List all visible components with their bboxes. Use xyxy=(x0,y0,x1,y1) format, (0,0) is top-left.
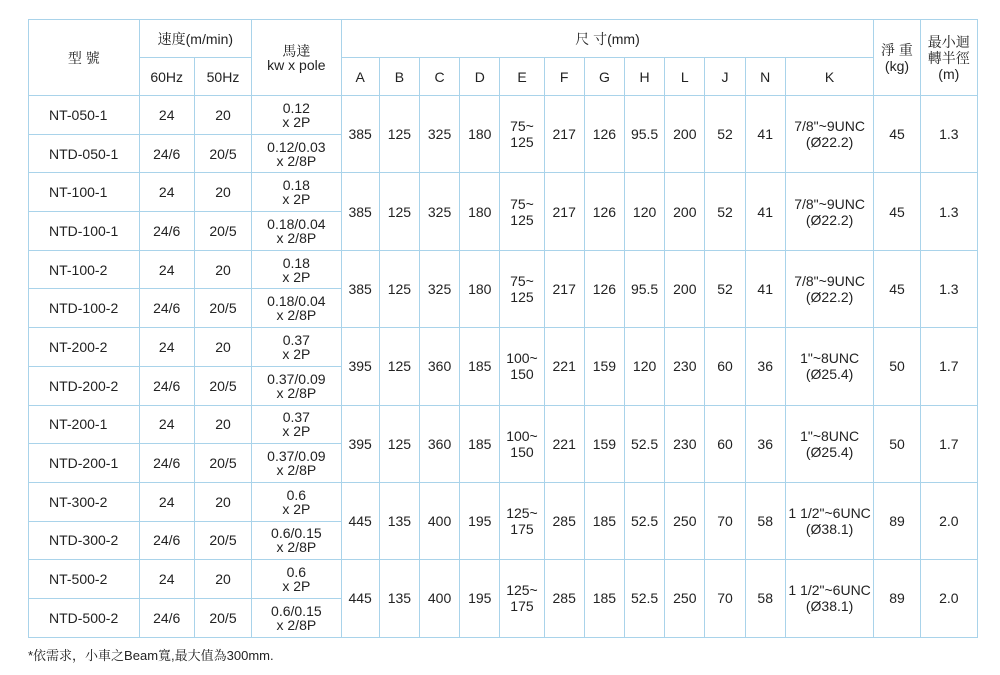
speed-60hz-cell: 24/6 xyxy=(139,521,194,560)
dim-f-cell: 221 xyxy=(544,405,584,482)
dim-k-thread: 7/8"~9UNC xyxy=(794,272,865,289)
table-row xyxy=(29,96,978,135)
dim-d-cell: 180 xyxy=(460,250,500,327)
header-dim-n: N xyxy=(745,58,785,96)
header-motor xyxy=(252,20,341,96)
header-model: 型 號 xyxy=(29,20,140,96)
speed-60hz-cell: 24 xyxy=(139,173,194,212)
dim-e-line2: 150 xyxy=(510,366,534,383)
speed-50hz-cell: 20 xyxy=(194,405,251,444)
header-weight xyxy=(874,20,920,96)
dim-k-diameter: (Ø25.4) xyxy=(805,443,854,460)
dim-e-cell xyxy=(500,482,544,559)
dim-e-line1: 100~ xyxy=(506,350,538,367)
motor-pole: x 2P xyxy=(282,191,311,208)
dim-b-cell: 125 xyxy=(379,250,419,327)
speed-60hz-cell: 24/6 xyxy=(139,134,194,173)
model-cell: NTD-100-2 xyxy=(29,289,140,328)
dim-k-cell xyxy=(785,405,874,482)
motor-pole: x 2P xyxy=(282,500,311,517)
dim-e-line1: 75~ xyxy=(510,118,534,135)
header-radius xyxy=(920,20,977,96)
motor-cell xyxy=(252,250,341,289)
dim-h-cell: 95.5 xyxy=(625,250,665,327)
motor-cell xyxy=(252,96,341,135)
motor-power: 0.6/0.15 xyxy=(271,602,322,619)
dim-b-cell: 135 xyxy=(379,482,419,559)
model-cell: NT-050-1 xyxy=(29,96,140,135)
dim-g-cell: 126 xyxy=(584,173,624,250)
weight-cell: 45 xyxy=(874,96,920,173)
model-cell: NTD-200-1 xyxy=(29,444,140,483)
motor-power: 0.18 xyxy=(282,177,310,194)
dim-e-line1: 125~ xyxy=(506,582,538,599)
dim-c-cell: 325 xyxy=(419,173,459,250)
radius-cell: 2.0 xyxy=(920,560,977,637)
dim-f-cell: 221 xyxy=(544,328,584,405)
dim-n-cell: 41 xyxy=(745,96,785,173)
dim-k-thread: 7/8"~9UNC xyxy=(794,118,865,135)
weight-cell: 45 xyxy=(874,250,920,327)
dim-j-cell: 52 xyxy=(705,96,745,173)
table-row xyxy=(29,482,978,521)
table-row xyxy=(29,405,978,444)
dim-d-cell: 180 xyxy=(460,173,500,250)
dim-f-cell: 285 xyxy=(544,560,584,637)
dim-e-line2: 150 xyxy=(510,443,534,460)
header-dim-k: K xyxy=(785,58,874,96)
dim-a-cell: 385 xyxy=(341,173,379,250)
radius-cell: 1.3 xyxy=(920,173,977,250)
dim-c-cell: 360 xyxy=(419,328,459,405)
speed-50hz-cell: 20 xyxy=(194,482,251,521)
motor-power: 0.6 xyxy=(286,564,307,581)
speed-50hz-cell: 20/5 xyxy=(194,134,251,173)
speed-60hz-cell: 24/6 xyxy=(139,289,194,328)
model-cell: NT-100-2 xyxy=(29,250,140,289)
dim-d-cell: 185 xyxy=(460,405,500,482)
dim-h-cell: 120 xyxy=(625,328,665,405)
dim-j-cell: 52 xyxy=(705,250,745,327)
dim-c-cell: 360 xyxy=(419,405,459,482)
dim-k-thread: 1"~8UNC xyxy=(800,350,860,367)
dim-b-cell: 125 xyxy=(379,173,419,250)
dim-l-cell: 200 xyxy=(665,250,705,327)
dim-n-cell: 58 xyxy=(745,482,785,559)
speed-60hz-cell: 24 xyxy=(139,405,194,444)
speed-60hz-cell: 24/6 xyxy=(139,212,194,251)
motor-power: 0.37/0.09 xyxy=(267,448,326,465)
dim-k-thread: 1 1/2"~6UNC xyxy=(788,582,871,599)
motor-pole: x 2P xyxy=(282,578,311,595)
dim-a-cell: 395 xyxy=(341,328,379,405)
dim-n-cell: 41 xyxy=(745,250,785,327)
motor-power: 0.6 xyxy=(286,486,307,503)
header-dim-d: D xyxy=(460,58,500,96)
dim-k-cell xyxy=(785,250,874,327)
dim-k-diameter: (Ø38.1) xyxy=(805,521,854,538)
motor-cell xyxy=(252,173,341,212)
dim-j-cell: 60 xyxy=(705,328,745,405)
motor-power: 0.18/0.04 xyxy=(267,215,326,232)
dim-n-cell: 36 xyxy=(745,405,785,482)
dim-a-cell: 385 xyxy=(341,250,379,327)
header-weight-line2: (kg) xyxy=(884,57,910,74)
motor-cell xyxy=(252,289,341,328)
header-dim-f: F xyxy=(544,58,584,96)
motor-cell xyxy=(252,560,341,599)
dim-h-cell: 52.5 xyxy=(625,560,665,637)
dim-h-cell: 95.5 xyxy=(625,96,665,173)
spec-table xyxy=(28,19,978,638)
radius-cell: 1.3 xyxy=(920,250,977,327)
motor-cell xyxy=(252,134,341,173)
speed-50hz-cell: 20/5 xyxy=(194,289,251,328)
dim-l-cell: 230 xyxy=(665,328,705,405)
speed-60hz-cell: 24/6 xyxy=(139,598,194,637)
dim-e-cell xyxy=(500,328,544,405)
motor-power: 0.12 xyxy=(282,99,310,116)
dim-b-cell: 125 xyxy=(379,96,419,173)
motor-pole: x 2P xyxy=(282,345,311,362)
header-weight-line1: 淨 重 xyxy=(881,41,913,58)
motor-cell xyxy=(252,521,341,560)
dim-g-cell: 126 xyxy=(584,96,624,173)
dim-h-cell: 52.5 xyxy=(625,405,665,482)
model-cell: NTD-300-2 xyxy=(29,521,140,560)
dim-g-cell: 185 xyxy=(584,482,624,559)
speed-60hz-cell: 24 xyxy=(139,328,194,367)
dim-g-cell: 159 xyxy=(584,405,624,482)
weight-cell: 89 xyxy=(874,482,920,559)
dim-k-diameter: (Ø22.2) xyxy=(805,288,854,305)
dim-h-cell: 120 xyxy=(625,173,665,250)
motor-pole: x 2/8P xyxy=(276,229,317,246)
header-radius-line2: 轉半徑 xyxy=(927,49,970,66)
speed-60hz-cell: 24/6 xyxy=(139,366,194,405)
dim-c-cell: 400 xyxy=(419,560,459,637)
speed-60hz-cell: 24/6 xyxy=(139,444,194,483)
dim-c-cell: 325 xyxy=(419,250,459,327)
dim-f-cell: 217 xyxy=(544,173,584,250)
dim-f-cell: 285 xyxy=(544,482,584,559)
header-motor-line1: 馬達 xyxy=(282,42,311,59)
dim-e-line2: 175 xyxy=(510,598,534,615)
dim-j-cell: 60 xyxy=(705,405,745,482)
dim-k-cell xyxy=(785,482,874,559)
header-dimensions: 尺 寸(mm) xyxy=(341,20,874,58)
dim-k-cell xyxy=(785,328,874,405)
dim-g-cell: 185 xyxy=(584,560,624,637)
speed-50hz-cell: 20 xyxy=(194,560,251,599)
dim-e-line1: 75~ xyxy=(510,272,534,289)
motor-pole: x 2/8P xyxy=(276,539,317,556)
dim-a-cell: 395 xyxy=(341,405,379,482)
dim-k-cell xyxy=(785,96,874,173)
dim-e-line2: 125 xyxy=(510,288,534,305)
dim-k-diameter: (Ø25.4) xyxy=(805,366,854,383)
radius-cell: 1.7 xyxy=(920,405,977,482)
table-row xyxy=(29,328,978,367)
speed-50hz-cell: 20/5 xyxy=(194,521,251,560)
dim-c-cell: 400 xyxy=(419,482,459,559)
dim-d-cell: 195 xyxy=(460,482,500,559)
speed-50hz-cell: 20 xyxy=(194,96,251,135)
header-dim-h: H xyxy=(625,58,665,96)
motor-power: 0.37/0.09 xyxy=(267,370,326,387)
motor-cell xyxy=(252,328,341,367)
footnote: *依需求，小車之Beam寬,最大值為300mm. xyxy=(28,648,274,663)
dim-e-cell xyxy=(500,250,544,327)
dim-k-thread: 7/8"~9UNC xyxy=(794,195,865,212)
dim-l-cell: 200 xyxy=(665,96,705,173)
speed-50hz-cell: 20 xyxy=(194,328,251,367)
dim-l-cell: 250 xyxy=(665,560,705,637)
dim-k-cell xyxy=(785,173,874,250)
motor-cell xyxy=(252,598,341,637)
model-cell: NTD-100-1 xyxy=(29,212,140,251)
speed-50hz-cell: 20/5 xyxy=(194,366,251,405)
table-body xyxy=(29,96,978,638)
motor-power: 0.12/0.03 xyxy=(267,138,326,155)
dim-j-cell: 52 xyxy=(705,173,745,250)
motor-cell xyxy=(252,444,341,483)
header-radius-line3: (m) xyxy=(938,65,960,82)
model-cell: NT-200-1 xyxy=(29,405,140,444)
speed-50hz-cell: 20 xyxy=(194,250,251,289)
motor-cell xyxy=(252,482,341,521)
dim-k-diameter: (Ø38.1) xyxy=(805,598,854,615)
dim-k-cell xyxy=(785,560,874,637)
dim-f-cell: 217 xyxy=(544,96,584,173)
model-cell: NT-100-1 xyxy=(29,173,140,212)
motor-pole: x 2P xyxy=(282,423,311,440)
radius-cell: 1.7 xyxy=(920,328,977,405)
header-dim-b: B xyxy=(379,58,419,96)
model-cell: NTD-050-1 xyxy=(29,134,140,173)
speed-60hz-cell: 24 xyxy=(139,96,194,135)
header-speed: 速度(m/min) xyxy=(139,20,252,58)
header-dim-l: L xyxy=(665,58,705,96)
weight-cell: 50 xyxy=(874,405,920,482)
dim-a-cell: 385 xyxy=(341,96,379,173)
header-dim-j: J xyxy=(705,58,745,96)
table-row xyxy=(29,173,978,212)
dim-g-cell: 159 xyxy=(584,328,624,405)
model-cell: NTD-200-2 xyxy=(29,366,140,405)
weight-cell: 89 xyxy=(874,560,920,637)
speed-60hz-cell: 24 xyxy=(139,560,194,599)
dim-e-cell xyxy=(500,560,544,637)
speed-60hz-cell: 24 xyxy=(139,250,194,289)
dim-e-line2: 175 xyxy=(510,521,534,538)
header-dim-c: C xyxy=(419,58,459,96)
motor-power: 0.6/0.15 xyxy=(271,525,322,542)
motor-cell xyxy=(252,366,341,405)
motor-pole: x 2P xyxy=(282,113,311,130)
dim-c-cell: 325 xyxy=(419,96,459,173)
table-row xyxy=(29,250,978,289)
model-cell: NT-300-2 xyxy=(29,482,140,521)
motor-pole: x 2P xyxy=(282,268,311,285)
model-cell: NT-500-2 xyxy=(29,560,140,599)
dim-e-line1: 75~ xyxy=(510,195,534,212)
dim-n-cell: 41 xyxy=(745,173,785,250)
motor-power: 0.18/0.04 xyxy=(267,293,326,310)
motor-pole: x 2/8P xyxy=(276,462,317,479)
dim-a-cell: 445 xyxy=(341,560,379,637)
dim-j-cell: 70 xyxy=(705,482,745,559)
weight-cell: 45 xyxy=(874,173,920,250)
dim-b-cell: 125 xyxy=(379,405,419,482)
model-cell: NT-200-2 xyxy=(29,328,140,367)
dim-l-cell: 200 xyxy=(665,173,705,250)
dim-h-cell: 52.5 xyxy=(625,482,665,559)
motor-pole: x 2/8P xyxy=(276,384,317,401)
header-dim-g: G xyxy=(584,58,624,96)
dim-k-diameter: (Ø22.2) xyxy=(805,134,854,151)
header-speed-60hz: 60Hz xyxy=(139,58,194,96)
motor-pole: x 2/8P xyxy=(276,307,317,324)
dim-n-cell: 36 xyxy=(745,328,785,405)
header-motor-line2: kw x pole xyxy=(267,56,326,73)
dim-e-line2: 125 xyxy=(510,134,534,151)
dim-k-thread: 1 1/2"~6UNC xyxy=(788,505,871,522)
motor-pole: x 2/8P xyxy=(276,616,317,633)
header-dim-e: E xyxy=(500,58,544,96)
dim-e-cell xyxy=(500,96,544,173)
speed-50hz-cell: 20 xyxy=(194,173,251,212)
dim-b-cell: 125 xyxy=(379,328,419,405)
header-radius-line1: 最小迴 xyxy=(927,33,970,50)
dim-b-cell: 135 xyxy=(379,560,419,637)
dim-e-line1: 100~ xyxy=(506,427,538,444)
radius-cell: 2.0 xyxy=(920,482,977,559)
weight-cell: 50 xyxy=(874,328,920,405)
dim-n-cell: 58 xyxy=(745,560,785,637)
table-row xyxy=(29,560,978,599)
model-cell: NTD-500-2 xyxy=(29,598,140,637)
dim-k-diameter: (Ø22.2) xyxy=(805,211,854,228)
dim-f-cell: 217 xyxy=(544,250,584,327)
motor-cell xyxy=(252,212,341,251)
dim-e-cell xyxy=(500,173,544,250)
speed-50hz-cell: 20/5 xyxy=(194,212,251,251)
dim-l-cell: 230 xyxy=(665,405,705,482)
header-speed-50hz: 50Hz xyxy=(194,58,251,96)
speed-50hz-cell: 20/5 xyxy=(194,598,251,637)
motor-power: 0.18 xyxy=(282,254,310,271)
speed-50hz-cell: 20/5 xyxy=(194,444,251,483)
header-dim-a: A xyxy=(341,58,379,96)
dim-d-cell: 185 xyxy=(460,328,500,405)
dim-l-cell: 250 xyxy=(665,482,705,559)
dim-d-cell: 180 xyxy=(460,96,500,173)
motor-power: 0.37 xyxy=(282,409,310,426)
dim-e-cell xyxy=(500,405,544,482)
dim-a-cell: 445 xyxy=(341,482,379,559)
motor-pole: x 2/8P xyxy=(276,152,317,169)
dim-e-line1: 125~ xyxy=(506,505,538,522)
speed-60hz-cell: 24 xyxy=(139,482,194,521)
motor-cell xyxy=(252,405,341,444)
dim-j-cell: 70 xyxy=(705,560,745,637)
radius-cell: 1.3 xyxy=(920,96,977,173)
motor-power: 0.37 xyxy=(282,331,310,348)
dim-g-cell: 126 xyxy=(584,250,624,327)
dim-d-cell: 195 xyxy=(460,560,500,637)
dim-k-thread: 1"~8UNC xyxy=(800,427,860,444)
dim-e-line2: 125 xyxy=(510,211,534,228)
